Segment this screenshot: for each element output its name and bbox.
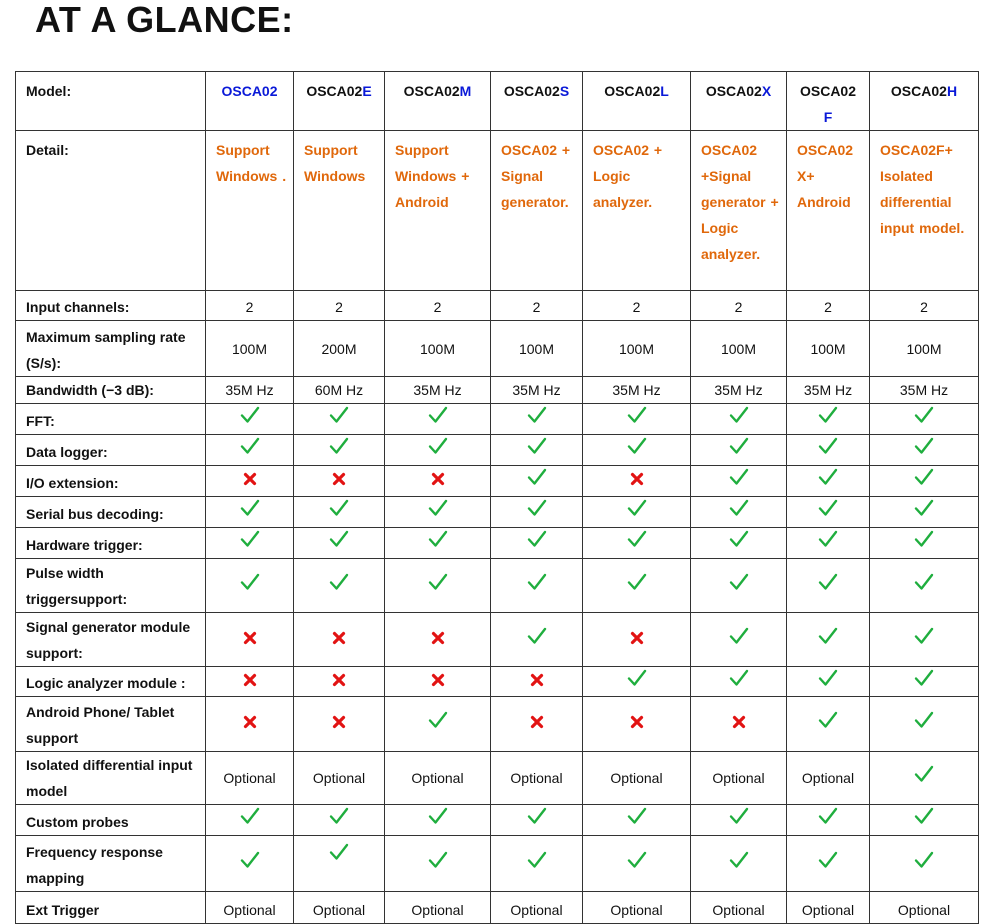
spec-row-siggen [16,613,979,667]
check-icon [527,405,547,425]
row-label: Serial bus decoding: [16,497,206,528]
model-row [16,72,979,131]
check-icon [914,710,934,730]
check-icon [818,710,838,730]
spec-cell [385,836,491,892]
spec-cell [491,466,583,497]
check-icon [914,764,934,784]
spec-cell [206,667,294,697]
spec-cell: Optional [583,892,691,924]
check-icon [627,806,647,826]
spec-cell [206,466,294,497]
spec-row-freq-resp [16,836,979,892]
spec-cell: 2 [870,291,979,321]
check-icon [527,572,547,592]
spec-cell [691,497,787,528]
spec-cell [870,559,979,613]
spec-cell [691,404,787,435]
spec-cell: 200M [294,321,385,377]
model-base: OSCA02 [799,83,857,99]
cross-icon [630,631,644,645]
spec-cell: 60M Hz [294,377,385,404]
row-label: FFT: [16,404,206,435]
cross-icon [243,715,257,729]
model-suffix: M [459,83,472,99]
spec-cell: 35M Hz [691,377,787,404]
check-icon [428,405,448,425]
spec-row-fft [16,404,979,435]
cross-icon [530,715,544,729]
model-name [870,72,979,131]
spec-cell [787,559,870,613]
spec-cell [870,697,979,752]
spec-cell: Optional [491,752,583,805]
spec-cell [691,528,787,559]
spec-cell: 100M [491,321,583,377]
check-icon [428,806,448,826]
spec-cell [870,752,979,805]
check-icon [527,806,547,826]
spec-cell [691,805,787,836]
check-icon [329,498,349,518]
model-suffix: E [362,83,372,99]
spec-cell [491,528,583,559]
row-label: Maximum sampling rate (S/s): [16,321,206,377]
row-label: Android Phone/ Tablet support [16,697,206,752]
check-icon [428,572,448,592]
check-icon [329,572,349,592]
check-icon [729,529,749,549]
spec-cell [491,559,583,613]
spec-cell [870,528,979,559]
model-suffix: F [823,109,833,125]
spec-cell [491,836,583,892]
spec-cell: 2 [583,291,691,321]
page-title: AT A GLANCE: [35,0,294,40]
spec-row-pulse-width [16,559,979,613]
check-icon [240,498,260,518]
spec-cell: 2 [206,291,294,321]
model-suffix: X [761,83,772,99]
row-label: Model: [16,72,206,131]
spec-row-io-extension [16,466,979,497]
model-base: OSCA02 [890,83,947,99]
spec-cell: 2 [787,291,870,321]
spec-cell: Optional [385,892,491,924]
spec-cell [385,404,491,435]
spec-cell: Optional [787,892,870,924]
detail-row [16,131,979,291]
check-icon [329,842,349,862]
model-suffix: S [559,83,570,99]
spec-cell: Optional [491,892,583,924]
spec-cell: Optional [206,752,294,805]
spec-cell [583,805,691,836]
check-icon [627,498,647,518]
comparison-table [15,71,979,924]
spec-cell [870,435,979,466]
spec-cell [294,435,385,466]
check-icon [914,436,934,456]
spec-cell: 35M Hz [870,377,979,404]
spec-cell: 2 [385,291,491,321]
spec-cell [691,836,787,892]
check-icon [729,668,749,688]
spec-cell [385,559,491,613]
spec-cell [787,404,870,435]
spec-cell [691,613,787,667]
spec-cell: 100M [206,321,294,377]
spec-cell [583,667,691,697]
spec-cell: 2 [294,291,385,321]
check-icon [428,498,448,518]
check-icon [914,467,934,487]
spec-cell [491,805,583,836]
spec-row-data-logger [16,435,979,466]
model-base: OSCA02 [503,83,560,99]
spec-cell [385,435,491,466]
spec-cell [691,435,787,466]
cross-icon [431,673,445,687]
model-name [294,72,385,131]
spec-cell: Optional [206,892,294,924]
check-icon [914,405,934,425]
spec-cell [491,613,583,667]
model-detail: Support Windows [294,131,385,291]
spec-cell: 100M [385,321,491,377]
spec-cell [294,528,385,559]
model-name [691,72,787,131]
check-icon [428,710,448,730]
spec-cell [691,466,787,497]
spec-row-probes [16,805,979,836]
model-base: OSCA02 [403,83,460,99]
spec-cell [294,667,385,697]
model-detail: Support Windows . [206,131,294,291]
spec-cell [294,497,385,528]
row-label: Ext Trigger [16,892,206,924]
check-icon [914,626,934,646]
check-icon [627,529,647,549]
spec-cell: 100M [583,321,691,377]
spec-cell [787,528,870,559]
spec-cell [206,805,294,836]
model-name [491,72,583,131]
spec-cell [385,805,491,836]
spec-cell [294,559,385,613]
spec-cell [385,528,491,559]
spec-cell: Optional [294,892,385,924]
row-label: Logic analyzer module : [16,667,206,697]
row-label: Hardware trigger: [16,528,206,559]
spec-cell: 100M [870,321,979,377]
cross-icon [332,673,346,687]
spec-cell [870,404,979,435]
row-label: Pulse width triggersupport: [16,559,206,613]
spec-cell [294,697,385,752]
row-label: I/O extension: [16,466,206,497]
spec-row-android [16,697,979,752]
spec-cell [206,528,294,559]
check-icon [428,850,448,870]
row-label: Frequency response mapping [16,836,206,892]
row-label: Custom probes [16,805,206,836]
spec-cell: 100M [787,321,870,377]
check-icon [240,436,260,456]
spec-cell [206,559,294,613]
spec-cell [294,805,385,836]
spec-cell [691,697,787,752]
check-icon [914,529,934,549]
check-icon [428,436,448,456]
check-icon [914,572,934,592]
model-base: OSCA02 [705,83,762,99]
cross-icon [332,472,346,486]
check-icon [729,626,749,646]
check-icon [729,467,749,487]
row-label: Input channels: [16,291,206,321]
spec-cell: Optional [583,752,691,805]
spec-row-input-channels [16,291,979,321]
model-suffix: L [660,83,669,99]
check-icon [729,850,749,870]
check-icon [818,806,838,826]
check-icon [527,529,547,549]
model-base: OSCA02 [604,83,661,99]
check-icon [914,806,934,826]
cross-icon [243,472,257,486]
check-icon [914,498,934,518]
spec-cell [787,697,870,752]
check-icon [240,806,260,826]
spec-cell [583,466,691,497]
spec-cell [491,435,583,466]
model-name [206,72,294,131]
row-label: Signal generator module support: [16,613,206,667]
spec-row-sampling-rate [16,321,979,377]
spec-cell: 2 [691,291,787,321]
spec-cell [206,836,294,892]
spec-cell [294,404,385,435]
cross-icon [530,673,544,687]
spec-cell [491,404,583,435]
check-icon [627,405,647,425]
check-icon [818,626,838,646]
check-icon [818,668,838,688]
spec-cell [491,697,583,752]
check-icon [818,850,838,870]
model-detail: OSCA02 X+ Android [787,131,870,291]
model-name [385,72,491,131]
spec-row-logic [16,667,979,697]
model-name [787,72,870,131]
model-detail: OSCA02 + Logic analyzer. [583,131,691,291]
spec-cell: Optional [294,752,385,805]
model-detail: OSCA02 + Signal generator. [491,131,583,291]
row-label: Bandwidth (−3 dB): [16,377,206,404]
check-icon [729,806,749,826]
spec-cell [583,559,691,613]
check-icon [527,850,547,870]
spec-cell [206,404,294,435]
check-icon [729,405,749,425]
spec-cell [583,528,691,559]
cross-icon [243,631,257,645]
spec-cell [206,697,294,752]
check-icon [627,572,647,592]
spec-cell [787,805,870,836]
spec-cell [385,466,491,497]
spec-cell [870,613,979,667]
spec-cell: 35M Hz [385,377,491,404]
spec-cell [385,697,491,752]
spec-cell [294,466,385,497]
spec-cell: Optional [385,752,491,805]
cross-icon [630,472,644,486]
cross-icon [332,631,346,645]
spec-cell [583,497,691,528]
check-icon [527,626,547,646]
cross-icon [732,715,746,729]
check-icon [240,529,260,549]
check-icon [527,498,547,518]
spec-row-bandwidth [16,377,979,404]
check-icon [818,529,838,549]
spec-cell [206,613,294,667]
spec-cell: 35M Hz [787,377,870,404]
check-icon [729,498,749,518]
spec-cell [870,466,979,497]
cross-icon [243,673,257,687]
model-suffix: H [946,83,958,99]
check-icon [240,572,260,592]
spec-cell: 100M [691,321,787,377]
spec-cell [870,667,979,697]
spec-cell: 35M Hz [206,377,294,404]
spec-cell: Optional [787,752,870,805]
spec-cell [385,613,491,667]
check-icon [329,806,349,826]
check-icon [428,529,448,549]
cross-icon [332,715,346,729]
check-icon [527,467,547,487]
check-icon [627,850,647,870]
check-icon [329,529,349,549]
spec-cell [787,613,870,667]
spec-cell [583,404,691,435]
model-detail: Support Windows + Android [385,131,491,291]
check-icon [240,850,260,870]
check-icon [914,668,934,688]
spec-cell [385,497,491,528]
spec-cell [294,613,385,667]
model-detail: OSCA02 +Signal generator + Logic analyzer. [691,131,787,291]
spec-row-isolated [16,752,979,805]
check-icon [818,405,838,425]
spec-cell [583,836,691,892]
check-icon [818,467,838,487]
spec-cell [583,697,691,752]
spec-cell [294,836,385,892]
row-label: Isolated differential input model [16,752,206,805]
row-label: Data logger: [16,435,206,466]
cross-icon [431,631,445,645]
spec-cell [206,497,294,528]
spec-cell: 35M Hz [491,377,583,404]
check-icon [818,498,838,518]
spec-row-ext-trigger [16,892,979,924]
check-icon [527,436,547,456]
spec-cell [583,613,691,667]
spec-cell [870,497,979,528]
spec-cell [206,435,294,466]
spec-cell [870,836,979,892]
check-icon [729,436,749,456]
spec-row-hw-trigger [16,528,979,559]
spec-cell [787,466,870,497]
model-base: OSCA02 [221,83,278,99]
spec-cell [870,805,979,836]
cross-icon [431,472,445,486]
check-icon [818,436,838,456]
check-icon [818,572,838,592]
check-icon [240,405,260,425]
check-icon [329,436,349,456]
spec-row-serial-bus [16,497,979,528]
check-icon [329,405,349,425]
model-base: OSCA02 [306,83,363,99]
row-label: Detail: [16,131,206,291]
spec-cell: Optional [870,892,979,924]
spec-cell [583,435,691,466]
check-icon [729,572,749,592]
model-name [583,72,691,131]
model-detail: OSCA02F+ Isolated differential input model. [870,131,979,291]
check-icon [627,668,647,688]
spec-cell [491,497,583,528]
check-icon [914,850,934,870]
spec-cell [787,836,870,892]
spec-cell [385,667,491,697]
cross-icon [630,715,644,729]
spec-cell: 35M Hz [583,377,691,404]
spec-cell: 2 [491,291,583,321]
spec-cell [787,497,870,528]
spec-cell: Optional [691,752,787,805]
spec-cell [787,667,870,697]
spec-cell: Optional [691,892,787,924]
spec-cell [491,667,583,697]
spec-cell [691,559,787,613]
spec-cell [691,667,787,697]
spec-cell [787,435,870,466]
check-icon [627,436,647,456]
